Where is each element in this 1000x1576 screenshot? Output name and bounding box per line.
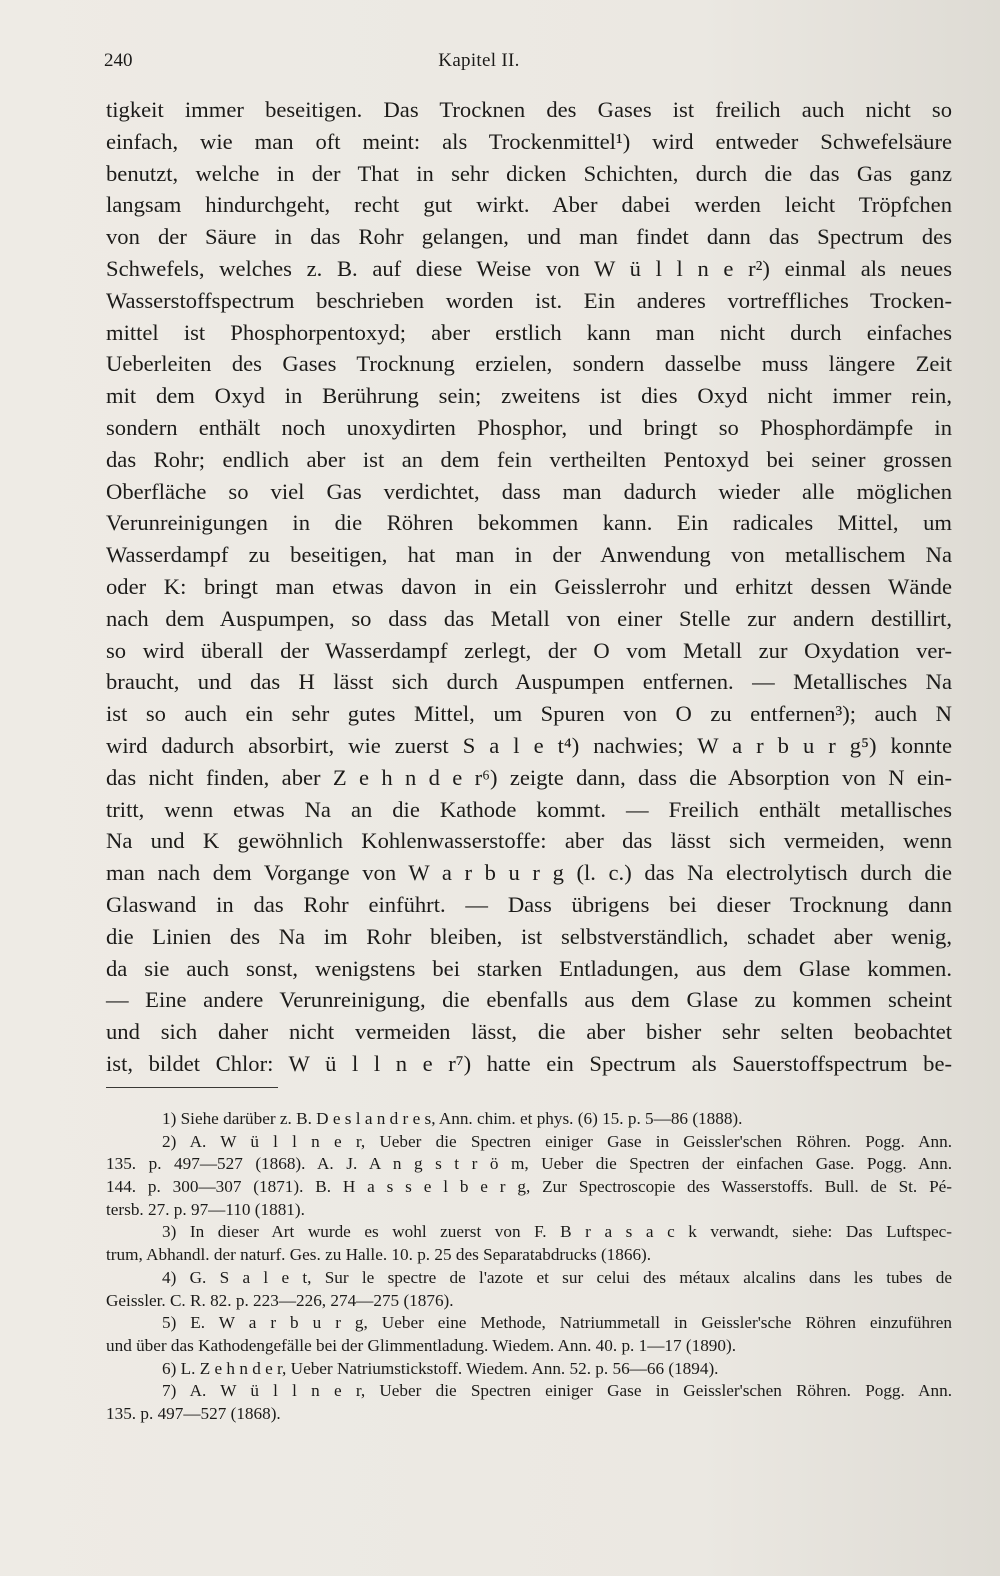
body-line: da sie auch sonst, wenigstens bei starken Entladungen, aus dem Glase kommen. bbox=[106, 955, 952, 981]
body-line: Wasserdampf zu beseitigen, hat man in der Anwendung von metallischem Na bbox=[106, 542, 952, 568]
body-line: von der Säure in das Rohr gelangen, und man findet dann das Spectrum des bbox=[106, 224, 952, 250]
footnote-line: 4) G. S a l e t, Sur le spectre de l'azote et sur celui des métaux alcalins dans les tubes de bbox=[162, 1267, 952, 1287]
footnote-line: 1) Siehe darüber z. B. D e s l a n d r e s, Ann. chim. et phys. (6) 15. p. 5—86 (1888). bbox=[162, 1109, 743, 1128]
body-line: Verunreinigungen in die Röhren bekommen kann. Ein radicales Mittel, um bbox=[106, 510, 952, 536]
body-line: man nach dem Vorgange von W a r b u r g (l. c.) das Na electrolytisch durch die bbox=[106, 860, 952, 886]
footnote-line: tersb. 27. p. 97—110 (1881). bbox=[106, 1199, 305, 1219]
page-number: 240 bbox=[104, 50, 133, 71]
footnote-line: trum, Abhandl. der naturf. Ges. zu Halle. 10. p. 25 des Separatabdrucks (1866). bbox=[106, 1245, 652, 1265]
body-line: sondern enthält noch unoxydirten Phosphor, und bringt so Phosphordämpfe in bbox=[106, 414, 952, 440]
body-line: tritt, wenn etwas Na an die Kathode kommt. — Freilich enthält metallisches bbox=[106, 796, 952, 822]
body-line: nach dem Auspumpen, so dass das Metall von einer Stelle zur andern destillirt, bbox=[106, 605, 952, 631]
footnote-line: 3) In dieser Art wurde es wohl zuerst von F. B r a s a c k verwandt, siehe: Das Luftspec- bbox=[162, 1222, 952, 1242]
footnote-line: 135. p. 497—527 (1868). bbox=[106, 1403, 281, 1423]
footnote-line: 7) A. W ü l l n e r, Ueber die Spectren einiger Gase in Geissler'schen Röhren. Pogg. Ann. bbox=[162, 1381, 952, 1401]
body-line: langsam hindurchgeht, recht gut wirkt. Aber dabei werden leicht Tröpfchen bbox=[106, 192, 952, 218]
footnote-line: 135. p. 497—527 (1868). A. J. A n g s t r ö m, Ueber die Spectren der einfachen Gase. Pogg. Ann. bbox=[106, 1154, 952, 1174]
body-line: ist so auch ein sehr gutes Mittel, um Spuren von O zu entfernen³); auch N bbox=[106, 701, 952, 727]
body-line: und sich daher nicht vermeiden lässt, die aber bisher sehr selten beobachtet bbox=[106, 1019, 952, 1045]
body-line: wird dadurch absorbirt, wie zuerst S a l e t⁴) nachwies; W a r b u r g⁵) konnte bbox=[106, 732, 952, 758]
footnote-line: Geissler. C. R. 82. p. 223—226, 274—275 (1876). bbox=[106, 1290, 454, 1310]
body-line: mit dem Oxyd in Berührung sein; zweitens ist dies Oxyd nicht immer rein, bbox=[106, 383, 952, 409]
body-line: die Linien des Na im Rohr bleiben, ist selbstverständlich, schadet aber wenig, bbox=[106, 923, 952, 949]
body-line: oder K: bringt man etwas davon in ein Geisslerrohr und erhitzt dessen Wände bbox=[106, 573, 952, 599]
footnote-2 bbox=[106, 1131, 952, 1222]
footnote-6 bbox=[106, 1358, 952, 1381]
footnote-rule bbox=[106, 1087, 278, 1088]
body-line: braucht, und das H lässt sich durch Auspumpen entfernen. — Metallisches Na bbox=[106, 669, 952, 695]
body-line: benutzt, welche in der That in sehr dicken Schichten, durch die das Gas ganz bbox=[106, 160, 952, 186]
footnote-line: 5) E. W a r b u r g, Ueber eine Methode, Natriummetall in Geissler'sche Röhren einzuführen bbox=[162, 1313, 952, 1333]
body-line: — Eine andere Verunreinigung, die ebenfalls aus dem Glase zu kommen scheint bbox=[106, 987, 952, 1013]
footnote-1 bbox=[106, 1108, 952, 1131]
body-line: einfach, wie man oft meint: als Trockenmittel¹) wird entweder Schwefelsäure bbox=[106, 128, 952, 154]
footnote-3 bbox=[106, 1221, 952, 1266]
body-text bbox=[106, 94, 952, 1080]
body-line: ist, bildet Chlor: W ü l l n e r⁷) hatte ein Spectrum als Sauerstoffspectrum be- bbox=[106, 1050, 952, 1076]
footnote-line: 144. p. 300—307 (1871). B. H a s s e l b e r g, Zur Spectroscopie des Wasserstoffs. Bull. de St. Pé- bbox=[106, 1177, 952, 1197]
body-line: Glaswand in das Rohr einführt. — Dass übrigens bei dieser Trocknung dann bbox=[106, 891, 952, 917]
running-head: Kapitel II. bbox=[438, 50, 520, 71]
body-line: tigkeit immer beseitigen. Das Trocknen des Gases ist freilich auch nicht so bbox=[106, 97, 952, 122]
body-line: Schwefels, welches z. B. auf diese Weise von W ü l l n e r²) einmal als neues bbox=[106, 255, 952, 281]
body-line: Ueberleiten des Gases Trocknung erzielen, sondern dasselbe muss längere Zeit bbox=[106, 351, 952, 377]
body-line: das Rohr; endlich aber ist an dem fein vertheilten Pentoxyd bei seiner grossen bbox=[106, 446, 952, 472]
footnote-line: 2) A. W ü l l n e r, Ueber die Spectren einiger Gase in Geissler'schen Röhren. Pogg. Ann. bbox=[162, 1131, 952, 1151]
footnotes bbox=[106, 1108, 952, 1426]
page-header bbox=[104, 46, 954, 76]
body-line: Oberfläche so viel Gas verdichtet, dass man dadurch wieder alle möglichen bbox=[106, 478, 952, 504]
footnote-line: und über das Kathodengefälle bei der Glimmentladung. Wiedem. Ann. 40. p. 1—17 (1890). bbox=[106, 1335, 737, 1355]
footnote-4 bbox=[106, 1267, 952, 1312]
body-line: Wasserstoffspectrum beschrieben worden ist. Ein anderes vortreffliches Trocken- bbox=[106, 287, 952, 313]
footnote-line: 6) L. Z e h n d e r, Ueber Natriumstickstoff. Wiedem. Ann. 52. p. 56—66 (1894). bbox=[162, 1358, 719, 1378]
body-line: so wird überall der Wasserdampf zerlegt, der O vom Metall zur Oxydation ver- bbox=[106, 637, 952, 663]
body-line: mittel ist Phosphorpentoxyd; aber erstlich kann man nicht durch einfaches bbox=[106, 319, 952, 345]
body-line: das nicht finden, aber Z e h n d e r⁶) zeigte dann, dass die Absorption von N ein- bbox=[106, 764, 952, 790]
body-line: Na und K gewöhnlich Kohlenwasserstoffe: aber das lässt sich vermeiden, wenn bbox=[106, 828, 952, 854]
footnote-7 bbox=[106, 1380, 952, 1425]
footnote-5 bbox=[106, 1312, 952, 1357]
